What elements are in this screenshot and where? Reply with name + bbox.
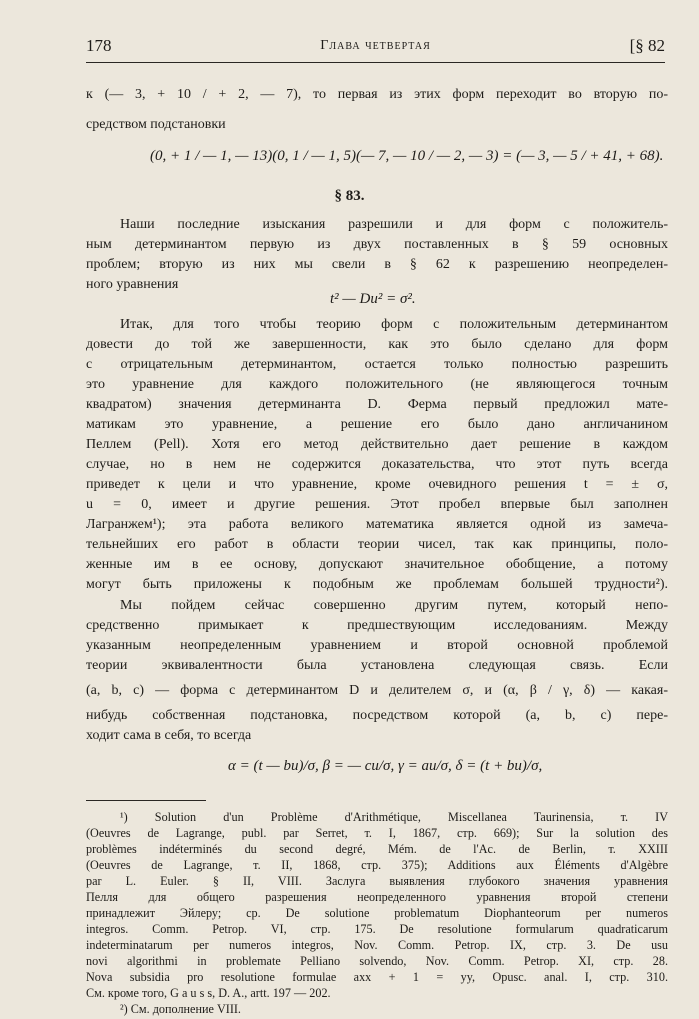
substitution-coefficients-formula: α = (t — bu)/σ, β = — cu/σ, γ = au/σ, δ = (t + bu)/σ, xyxy=(228,758,543,774)
page-number: 178 xyxy=(86,36,112,55)
running-head xyxy=(86,36,665,60)
footnote-line: ¹) Solution d'un Problème d'Arithmétique, Miscellanea Taurinensia, т. IV xyxy=(120,810,668,824)
text-line: приведет к цели и что уравнение, кроме очевидного решения t = ± σ, xyxy=(86,477,668,492)
text-line: квадратом) значения детерминанта D. Ферма первый предложил мате- xyxy=(86,397,668,412)
text-line: Лагранжем¹); эта работа великого математика является одной из замеча- xyxy=(86,517,668,532)
section-reference: [§ 82 xyxy=(629,36,665,55)
chapter-title: Глава четвертая xyxy=(320,38,431,53)
text-line: ходит сама в себя, то всегда xyxy=(86,728,252,743)
footnote-line: (Oeuvres de Lagrange, т. II, 1868, стр. 375); Additions aux Éléments d'Algèbre xyxy=(86,858,668,872)
footnote-line: См. кроме того, G a u s s, D. A., artt. 197 — 202. xyxy=(86,986,331,1000)
text-line: указанным неопределенным уравнением и второй основной проблемой xyxy=(86,638,668,653)
footnote-line: ²) См. дополнение VIII. xyxy=(120,1002,241,1016)
footnote-line: problèmes indéterminés du second degré, Mém. de l'Ac. de Berlin, т. XXIII xyxy=(86,842,668,856)
text-line: Мы пойдем сейчас совершенно другим путем, который непо- xyxy=(120,598,668,613)
section-heading: § 83. xyxy=(334,188,365,204)
text-line: женные им в ее основу, допускают значительное обобщение, а потому xyxy=(86,557,668,572)
text-line: теории эквивалентности была установлена следующая связь. Если xyxy=(86,658,668,673)
text-line: тельнейших его работ в области теории чисел, так как принципы, поло- xyxy=(86,537,668,552)
text-line: u = 0, имеет и другие решения. Этот пробел впервые был заполнен xyxy=(86,497,668,512)
text-line: Итак, для того чтобы теорию форм с положительным детерминантом xyxy=(120,317,668,332)
text-line: могут быть приложены к подобным же проблемам большей трудности²). xyxy=(86,577,668,592)
text-line: (a, b, c) — форма с детерминантом D и делителем σ, и (α, β / γ, δ) — какая- xyxy=(86,683,668,698)
text-line: довести до той же завершенности, как это было сделано для форм xyxy=(86,337,668,352)
text-line: Пеллем (Pell). Хотя его метод действительно дает решение в каждом xyxy=(86,437,668,452)
text-line: к (— 3, + 10 / + 2, — 7), то первая из этих форм переходит во вторую по- xyxy=(86,87,668,102)
text-line: Наши последние изыскания разрешили и для форм с положитель- xyxy=(120,217,668,232)
text-line: ного уравнения xyxy=(86,277,179,292)
pell-equation: t² — Du² = σ². xyxy=(330,291,416,307)
footnote-line: Пелля для общего разрешения неопределенного уравнения второй степени xyxy=(86,890,668,904)
text-line: средством подстановки xyxy=(86,117,226,132)
footnote-line: integros. Comm. Petrop. VI, стр. 175. De resolutione formularum quadraticarum xyxy=(86,922,668,936)
text-line: это уравнение для каждого положительного (не являющегося точным xyxy=(86,377,668,392)
text-line: с отрицательным детерминантом, остается только полностью разрешить xyxy=(86,357,668,372)
text-line: матикам это уравнение, а решение его было дано англичанином xyxy=(86,417,668,432)
footnote-line: par L. Euler. § II, VIII. Заслуга выявления глубокого значения уравнения xyxy=(86,874,668,888)
header-rule xyxy=(86,62,665,63)
text-line: нибудь собственная подстановка, посредством которой (a, b, c) пере- xyxy=(86,708,668,723)
footnote-line: indeterminatarum per numeros integros, Nov. Comm. Petrop. IX, стр. 3. De usu xyxy=(86,938,668,952)
text-line: проблем; вторую из них мы свели в § 62 к разрешению неопределен- xyxy=(86,257,668,272)
footnote-rule xyxy=(86,800,206,801)
footnote-line: (Oeuvres de Lagrange, publ. par Serret, т. I, 1867, стр. 669); Sur la solution des xyxy=(86,826,668,840)
text-line: случае, но в нем не содержится доказательства, что этот путь всегда xyxy=(86,457,668,472)
text-line: ным детерминантом первую из двух поставленных в § 59 основных xyxy=(86,237,668,252)
footnote-line: принадлежит Эйлеру; ср. De solutione problematum Diophanteorum per numeros xyxy=(86,906,668,920)
footnote-line: Nova subsidia pro resolutione formulae axx + 1 = yy, Opusc. anal. I, стр. 310. xyxy=(86,970,668,984)
substitution-formula: (0, + 1 / — 1, — 13)(0, 1 / — 1, 5)(— 7, — 10 / — 2, — 3) = (— 3, — 5 / + 41, + 68). xyxy=(150,148,664,164)
footnote-line: novi algorithmi in problemate Pelliano solvendo, Nov. Comm. Petrop. XI, стр. 28. xyxy=(86,954,668,968)
text-line: средственно примыкает к предшествующим исследованиям. Между xyxy=(86,618,668,633)
